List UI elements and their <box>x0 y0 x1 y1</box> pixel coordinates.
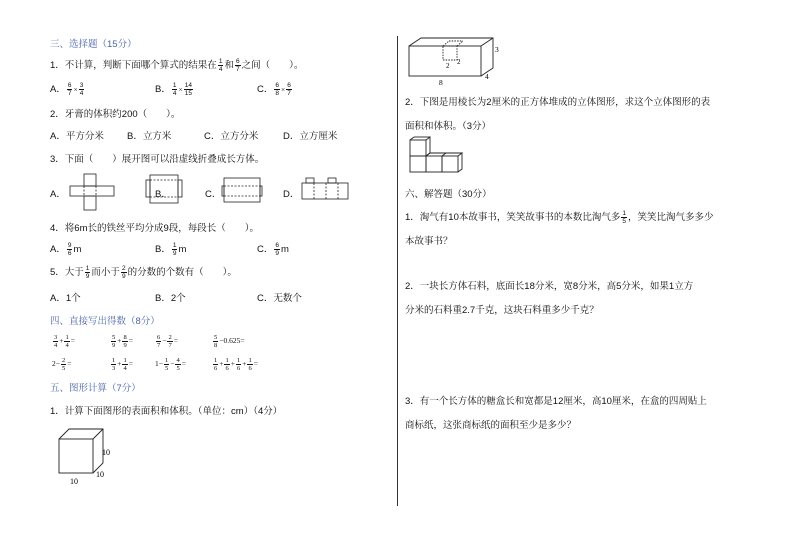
calc-fraction: $\frac{3}{4}$ <box>54 334 58 349</box>
calc-item: 1− $\frac{1}{5}$ − $\frac{4}{5}$ = <box>155 357 186 372</box>
calc-fraction: $\frac{5}{8}$ <box>214 334 218 349</box>
q5-option-a: A．1个 <box>50 293 81 304</box>
cut-label-1: 2 <box>446 62 450 70</box>
calc-item: $\frac{1}{3}$ + $\frac{1}{4}$ = <box>112 357 133 372</box>
q1-option-b: B． $\frac{1}{4}$ × $\frac{14}{15}$ <box>155 81 192 97</box>
calc-fraction: $\frac{4}{5}$ <box>176 357 180 372</box>
q5-option-b: B．2个 <box>155 293 186 304</box>
question-1 <box>50 57 303 73</box>
q4-option-c: C． $\frac{6}{9}$ m <box>257 241 289 257</box>
q5-option-c: C．无数个 <box>257 293 302 304</box>
calc-fraction: $\frac{1}{6}$ <box>248 357 252 372</box>
calc-fraction: $\frac{1}{6}$ <box>236 357 241 372</box>
geometry-question-2-line2: 面积和体积。（3分） <box>405 121 492 132</box>
question-5: 5．大于 $\frac{1}{9}$ 而小于 $\frac{2}{9}$ 的分数的个数有（ ）。 <box>50 264 237 280</box>
calc-fraction: $\frac{1}{6}$ <box>214 357 218 372</box>
q1-fraction-1: $\frac{1}{4}$ <box>218 57 223 73</box>
q4-option-b: B． $\frac{1}{9}$ m <box>155 241 187 257</box>
q1-option-c: C． $\frac{6}{8}$ × $\frac{6}{7}$ <box>257 81 291 97</box>
cut-label-2: 2 <box>457 58 461 66</box>
q4-option-a: A． $\frac{9}{6}$ m <box>50 241 82 257</box>
cuboid-with-cut-figure <box>405 36 505 88</box>
question-4: 4．将6m长的铁丝平均分成9段，每段长（ ）。 <box>50 223 260 234</box>
q2-option-b: B．立方米 <box>127 131 172 142</box>
cuboid-label-width: 4 <box>485 72 489 81</box>
calc-item: $\frac{1}{6}$ + $\frac{1}{6}$ + $\frac{1}{6}$ + $\frac{1}{6}$ = <box>214 357 258 372</box>
calc-item: $\frac{3}{4}$ + $\frac{1}{4}$ = <box>54 334 75 349</box>
q3-option-d-label: D． <box>283 189 300 200</box>
calc-fraction: $\frac{1}{6}$ <box>225 357 229 372</box>
calc-item: $\frac{5}{9}$ + $\frac{8}{9}$ = <box>112 334 133 349</box>
section-3-title: 三、选择题（15分） <box>50 39 137 50</box>
calc-fraction: $\frac{6}{7}$ <box>157 334 161 349</box>
problem-2-line2: 分米的石料重2.7千克，这块石料重多少千克？ <box>405 305 599 316</box>
net-d-figure <box>300 178 350 202</box>
q1-fraction-2: $\frac{6}{7}$ <box>235 57 240 73</box>
calc-fraction: $\frac{1}{3}$ <box>112 357 116 372</box>
cube-label-width: 10 <box>70 477 78 486</box>
q2-option-c: C．立方分米 <box>204 131 259 142</box>
problem-1-line2: 本故事书？ <box>405 236 453 247</box>
geometry-question-1: 1．计算下面图形的表面积和体积。（单位：cm）（4分） <box>50 406 283 417</box>
geometry-question-2-line1: 2．下图是用棱长为2厘米的正方体堆成的立体图形，求这个立体图形的表 <box>405 97 711 108</box>
q1-text-c: 之间（ ）。 <box>241 60 304 71</box>
calc-fraction: $\frac{1}{4}$ <box>123 357 127 372</box>
cube-label-height: 10 <box>102 448 110 457</box>
column-divider <box>397 36 398 506</box>
problem-3-line2: 商标纸，这张商标纸的面积至少是多少？ <box>405 420 577 431</box>
cuboid-label-length: 8 <box>439 78 443 87</box>
q1-option-a: A． $\frac{6}{7}$ × $\frac{3}{4}$ <box>50 81 84 97</box>
cube-label-depth: 10 <box>96 470 104 479</box>
q1-text-b: 和 <box>224 60 234 71</box>
section-5-title: 五、图形计算（7分） <box>50 383 141 394</box>
net-b-figure <box>146 170 186 210</box>
q3-option-a-label: A． <box>50 189 66 200</box>
problem-1-line1: 1．淘气有10本故事书，笑笑故事书的本数比淘气多 $\frac{1}{5}$ ，笑笑比淘气多多少 <box>405 209 714 225</box>
q1-number: 1． <box>50 60 65 71</box>
calc-fraction: $\frac{5}{9}$ <box>112 334 116 349</box>
problem-2-line1: 2．一块长方体石料，底面长18分米，宽8分米，高5分米，如果1立方 <box>405 281 694 292</box>
calc-item: $\frac{5}{8}$ −0.625= <box>214 334 245 349</box>
section-4-title: 四、直接写出得数（8分） <box>50 316 160 327</box>
section-6-title: 六、解答题（30分） <box>405 189 492 200</box>
net-c-figure <box>222 172 264 208</box>
stacked-cubes-figure <box>408 138 468 178</box>
q3-option-c-label: C． <box>205 189 222 200</box>
calc-item: $\frac{6}{7}$ − $\frac{2}{7}$ = <box>157 334 178 349</box>
calc-fraction: $\frac{8}{9}$ <box>123 334 127 349</box>
calc-fraction: $\frac{1}{4}$ <box>65 334 69 349</box>
net-a-figure <box>70 174 120 214</box>
calc-item: 2− $\frac{2}{5}$ = <box>52 357 72 372</box>
question-2: 2．牙膏的体积约200（ ）。 <box>50 109 181 120</box>
problem-3-line1: 3．有一个长方体的糖盒长和宽都是12厘米，高10厘米，在盒的四周贴上 <box>405 396 707 407</box>
cuboid-label-height: 3 <box>495 45 499 54</box>
q1-text-a: 不计算，判断下面哪个算式的结果在 <box>64 60 217 71</box>
q3-option-b-label: B． <box>155 189 171 200</box>
question-3: 3．下面（ ）展开图可以沿虚线折叠成长方体。 <box>50 154 265 165</box>
calc-fraction: $\frac{2}{7}$ <box>168 334 172 349</box>
q2-option-d: D．立方厘米 <box>283 131 338 142</box>
calc-fraction: $\frac{2}{5}$ <box>61 357 66 372</box>
calc-fraction: $\frac{1}{5}$ <box>164 357 169 372</box>
q2-option-a: A．平方分米 <box>50 131 104 142</box>
cube-figure <box>55 427 125 487</box>
